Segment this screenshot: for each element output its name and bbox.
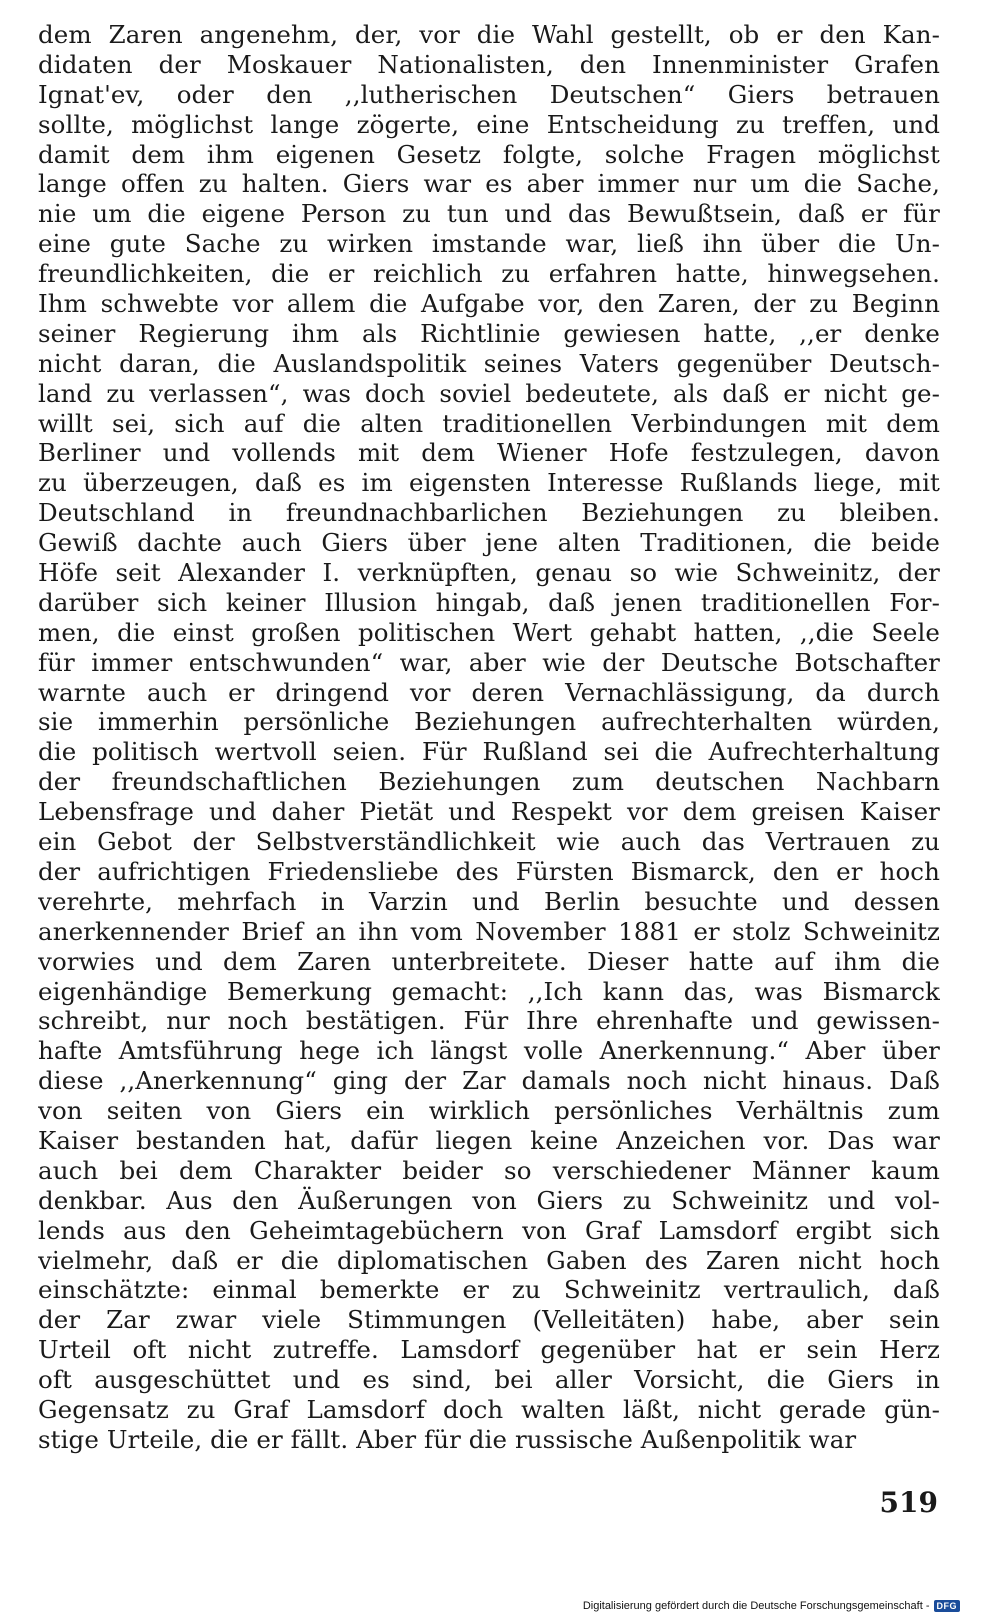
text-line: hafte Amtsführung hege ich längst volle Anerkennung.“ Aber über <box>38 1036 940 1066</box>
text-line: Berliner und vollends mit dem Wiener Hofe festzulegen, davon <box>38 438 940 468</box>
text-line: ein Gebot der Selbstverständlichkeit wie auch das Vertrauen zu <box>38 827 940 857</box>
text-line: für immer entschwunden“ war, aber wie der Deutsche Botschafter <box>38 647 940 677</box>
text-line: oft ausgeschüttet und es sind, bei aller Vorsicht, die Giers in <box>38 1365 940 1395</box>
text-line: vielmehr, daß er die diplomatischen Gaben des Zaren nicht hoch <box>38 1245 940 1275</box>
text-line: eine gute Sache zu wirken imstande war, ließ ihn über die Un- <box>38 229 940 259</box>
text-line: Urteil oft nicht zutreffe. Lamsdorf gegenüber hat er sein Herz <box>38 1335 940 1365</box>
text-line: sollte, möglichst lange zögerte, eine Entscheidung zu treffen, und <box>38 109 940 139</box>
text-line: nie um die eigene Person zu tun und das Bewußtsein, daß er für <box>38 199 940 229</box>
text-line: auch bei dem Charakter beider so verschiedener Männer kaum <box>38 1155 940 1185</box>
text-line: der aufrichtigen Friedensliebe des Fürsten Bismarck, den er hoch <box>38 856 940 886</box>
text-line: seiner Regierung ihm als Richtlinie gewiesen hatte, ,,er denke <box>38 318 940 348</box>
footer-credit <box>583 1600 960 1612</box>
text-line: Ignat'ev, oder den ,,lutherischen Deutschen“ Giers betrauen <box>38 79 940 109</box>
footer-text: Digitalisierung gefördert durch die Deutsche Forschungsgemeinschaft - <box>582 1600 930 1612</box>
text-line: Ihm schwebte vor allem die Aufgabe vor, den Zaren, der zu Beginn <box>38 289 940 319</box>
text-line: der freundschaftlichen Beziehungen zum deutschen Nachbarn <box>38 767 940 797</box>
text-line: land zu verlassen“, was doch soviel bedeutete, als daß er nicht ge- <box>38 378 940 408</box>
text-line: schreibt, nur noch bestätigen. Für Ihre ehrenhafte und gewissen- <box>38 1006 940 1036</box>
text-line: eigenhändige Bemerkung gemacht: ,,Ich kann das, was Bismarck <box>38 976 940 1006</box>
text-line: anerkennender Brief an ihn vom November 1881 er stolz Schweinitz <box>38 916 940 946</box>
text-line: stige Urteile, die er fällt. Aber für die russische Außenpolitik war <box>38 1424 857 1454</box>
text-line: von seiten von Giers ein wirklich persönliches Verhältnis zum <box>38 1096 940 1126</box>
text-line: sie immerhin persönliche Beziehungen aufrechterhalten würden, <box>38 707 940 737</box>
text-line: Gegensatz zu Graf Lamsdorf doch walten läßt, nicht gerade gün- <box>38 1394 940 1424</box>
text-line: Höfe seit Alexander I. verknüpften, genau so wie Schweinitz, der <box>38 558 940 588</box>
text-line: dem Zaren angenehm, der, vor die Wahl gestellt, ob er den Kan- <box>38 20 940 49</box>
text-line: der Zar zwar viele Stimmungen (Velleitäten) habe, aber sein <box>38 1305 940 1335</box>
text-line: vorwies und dem Zaren unterbreitete. Dieser hatte auf ihm die <box>38 946 940 976</box>
page-number: 519 <box>879 1486 938 1519</box>
text-line: lends aus den Geheimtagebüchern von Graf Lamsdorf ergibt sich <box>38 1215 940 1245</box>
text-line: darüber sich keiner Illusion hingab, daß jenen traditionellen For- <box>38 587 940 617</box>
text-line: die politisch wertvoll seien. Für Rußland sei die Aufrechterhaltung <box>38 737 940 767</box>
text-line: diese ,,Anerkennung“ ging der Zar damals noch nicht hinaus. Daß <box>38 1066 940 1096</box>
text-line: denkbar. Aus den Äußerungen von Giers zu Schweinitz und vol- <box>38 1185 940 1215</box>
text-line: warnte auch er dringend vor deren Vernachlässigung, da durch <box>38 677 940 707</box>
text-line: Kaiser bestanden hat, dafür liegen keine Anzeichen vor. Das war <box>38 1125 940 1155</box>
text-line: Gewiß dachte auch Giers über jene alten Traditionen, die beide <box>38 528 940 558</box>
text-line: willt sei, sich auf die alten traditionellen Verbindungen mit dem <box>38 408 940 438</box>
dfg-logo-icon: DFG <box>934 1600 961 1612</box>
text-line: nicht daran, die Auslandspolitik seines Vaters gegenüber Deutsch- <box>38 348 940 378</box>
text-line: didaten der Moskauer Nationalisten, den Innenminister Grafen <box>38 49 940 79</box>
text-line: Lebensfrage und daher Pietät und Respekt vor dem greisen Kaiser <box>38 797 940 827</box>
text-line: Deutschland in freundnachbarlichen Beziehungen zu bleiben. <box>38 498 940 528</box>
text-line: zu überzeugen, daß es im eigensten Interesse Rußlands liege, mit <box>38 468 940 498</box>
body-text <box>38 20 940 1455</box>
text-line: lange offen zu halten. Giers war es aber immer nur um die Sache, <box>38 169 940 199</box>
text-line: freundlichkeiten, die er reichlich zu erfahren hatte, hinwegsehen. <box>38 259 940 289</box>
text-line: men, die einst großen politischen Wert gehabt hatten, ,,die Seele <box>38 617 940 647</box>
text-line: verehrte, mehrfach in Varzin und Berlin besuchte und dessen <box>38 886 940 916</box>
text-line: einschätzte: einmal bemerkte er zu Schweinitz vertraulich, daß <box>38 1275 940 1305</box>
text-line: damit dem ihm eigenen Gesetz folgte, solche Fragen möglichst <box>38 139 940 169</box>
